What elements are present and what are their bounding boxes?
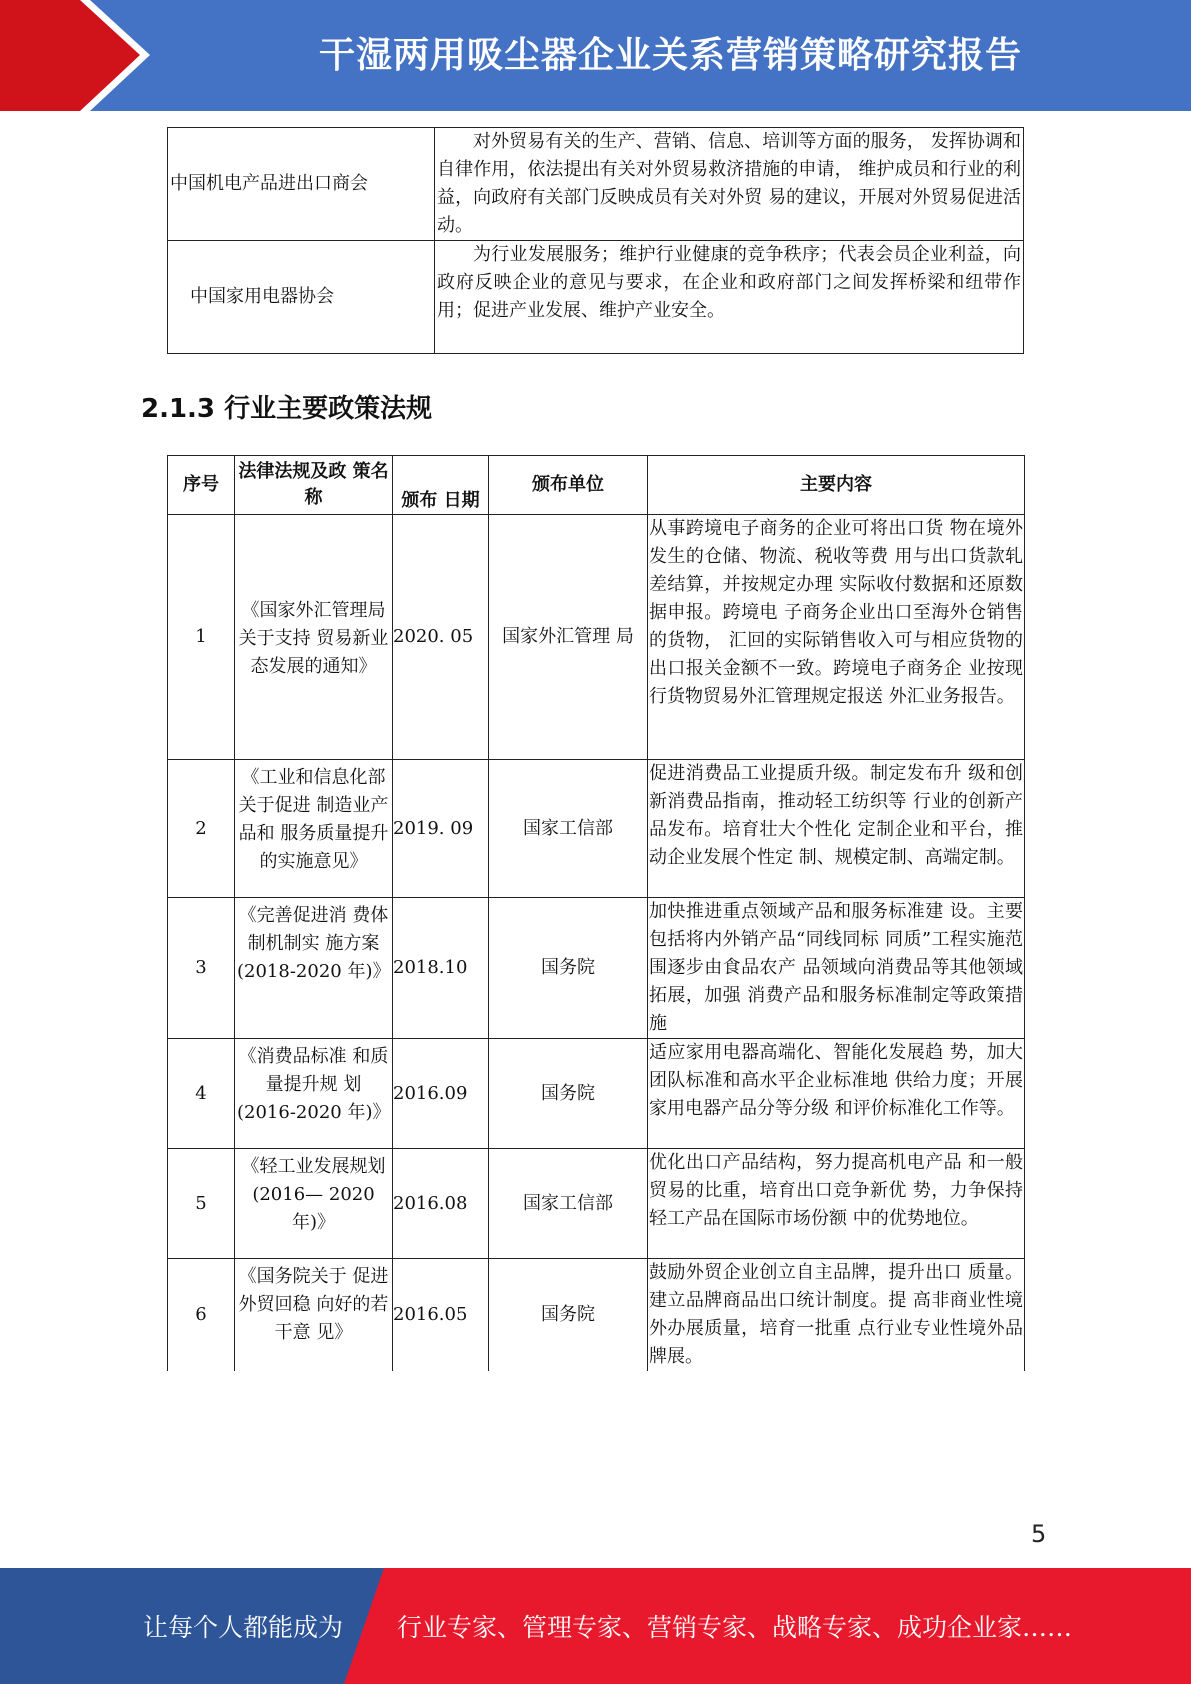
footer-slogan-left: 让每个人都能成为	[143, 1613, 344, 1642]
org-name: 中国机电产品进出口商会	[168, 128, 435, 241]
row-no: 2	[168, 760, 235, 898]
header-law-name: 法律法规及政 策名称	[235, 456, 393, 515]
row-date: 2016.08	[393, 1149, 489, 1259]
row-content: 适应家用电器高端化、智能化发展趋 势，加大团队标准和高水平企业标准地 供给力度；开展家用电器产品分等分级 和评价标准化工作等。	[648, 1039, 1025, 1149]
header-no: 序号	[168, 456, 235, 515]
header-date: 颁布 日期	[393, 456, 489, 515]
page-number: 5	[1031, 1520, 1047, 1548]
row-no: 5	[168, 1149, 235, 1259]
report-title: 干湿两用吸尘器企业关系营销策略研究报告	[318, 34, 1022, 76]
table-row	[168, 1039, 1025, 1149]
row-date: 2020. 05	[393, 515, 489, 760]
row-content: 加快推进重点领域产品和服务标准建 设。主要包括将内外销产品“同线同标 同质”工程实施范围逐步由食品农产 品领域向消费品等其他领域拓展，加强 消费产品和服务标准制定等政策措施	[648, 898, 1025, 1039]
table-row	[168, 241, 1024, 354]
footer-slogan-right: 行业专家、管理专家、营销专家、战略专家、成功企业家……	[397, 1613, 1073, 1642]
row-no: 3	[168, 898, 235, 1039]
report-header-banner	[0, 0, 1191, 112]
header-issuer: 颁布单位	[489, 456, 648, 515]
row-date: 2018.10	[393, 898, 489, 1039]
row-content: 优化出口产品结构，努力提高机电产品 和一般贸易的比重，培育出口竞争新优 势，力争保持轻工产品在国际市场份额 中的优势地位。	[648, 1149, 1025, 1259]
row-issuer: 国家工信部	[489, 760, 648, 898]
row-issuer: 国家外汇管理 局	[489, 515, 648, 760]
row-issuer: 国家工信部	[489, 1149, 648, 1259]
table-row	[168, 128, 1024, 241]
table-row	[168, 1149, 1025, 1259]
row-date: 2016.05	[393, 1259, 489, 1372]
table-header-row	[168, 456, 1025, 515]
row-no: 4	[168, 1039, 235, 1149]
section-heading: 2.1.3 行业主要政策法规	[141, 394, 433, 424]
row-issuer: 国务院	[489, 898, 648, 1039]
row-law-name: 《消费品标准 和质量提升规 划 (2016-2020 年)》	[235, 1039, 393, 1149]
row-date: 2019. 09	[393, 760, 489, 898]
row-issuer: 国务院	[489, 1259, 648, 1372]
org-name: 中国家用电器协会	[168, 241, 435, 354]
row-law-name: 《轻工业发展规划(2016— 2020 年)》	[235, 1149, 393, 1259]
table-row	[168, 760, 1025, 898]
row-law-name: 《完善促进消 费体制机制实 施方案 (2018-2020 年)》	[235, 898, 393, 1039]
org-description: 为行业发展服务；维护行业健康的竞争秩序；代表会员企业利益，向政府反映企业的意见与要求，在企业和政府部门之间发挥桥梁和纽带作用；促进产业发展、维护产业安全。	[435, 241, 1024, 354]
org-description: 对外贸易有关的生产、营销、信息、培训等方面的服务， 发挥协调和自律作用，依法提出有关对外贸易救济措施的申请， 维护成员和行业的利益，向政府有关部门反映成员有关对外贸 易的建议，开展对外贸易促进活动。	[435, 128, 1024, 241]
row-date: 2016.09	[393, 1039, 489, 1149]
row-issuer: 国务院	[489, 1039, 648, 1149]
row-law-name: 《工业和信息化部关于促进 制造业产品和 服务质量提升 的实施意见》	[235, 760, 393, 898]
report-footer-banner	[0, 1568, 1191, 1684]
table-row	[168, 1259, 1025, 1372]
industry-associations-table	[167, 127, 1024, 354]
row-law-name: 《国务院关于 促进外贸回稳 向好的若干意 见》	[235, 1259, 393, 1372]
row-law-name: 《国家外汇管理局关于支持 贸易新业态发展的通知》	[235, 515, 393, 760]
row-no: 6	[168, 1259, 235, 1372]
row-no: 1	[168, 515, 235, 760]
row-content: 促进消费品工业提质升级。制定发布升 级和创新消费品指南，推动轻工纺织等 行业的创新产品发布。培育壮大个性化 定制企业和平台，推动企业发展个性定 制、规模定制、高端定制。	[648, 760, 1025, 898]
policy-regulations-table	[167, 455, 1025, 1371]
row-content: 从事跨境电子商务的企业可将出口货 物在境外发生的仓储、物流、税收等费 用与出口货款轧差结算，并按规定办理 实际收付数据和还原数据申报。跨境电 子商务企业出口至海外仓销售的货物， 汇回的实际销售收入可与相应货物的 出口报关金额不一致。跨境电子商务企 业按现行货物贸易外汇管理规定报送 外汇业务报告。	[648, 515, 1025, 760]
header-content: 主要内容	[648, 456, 1025, 515]
table-row	[168, 898, 1025, 1039]
table-row	[168, 515, 1025, 760]
row-content: 鼓励外贸企业创立自主品牌，提升出口 质量。建立品牌商品出口统计制度。提 高非商业性境外办展质量，培育一批重 点行业专业性境外品牌展。	[648, 1259, 1025, 1372]
